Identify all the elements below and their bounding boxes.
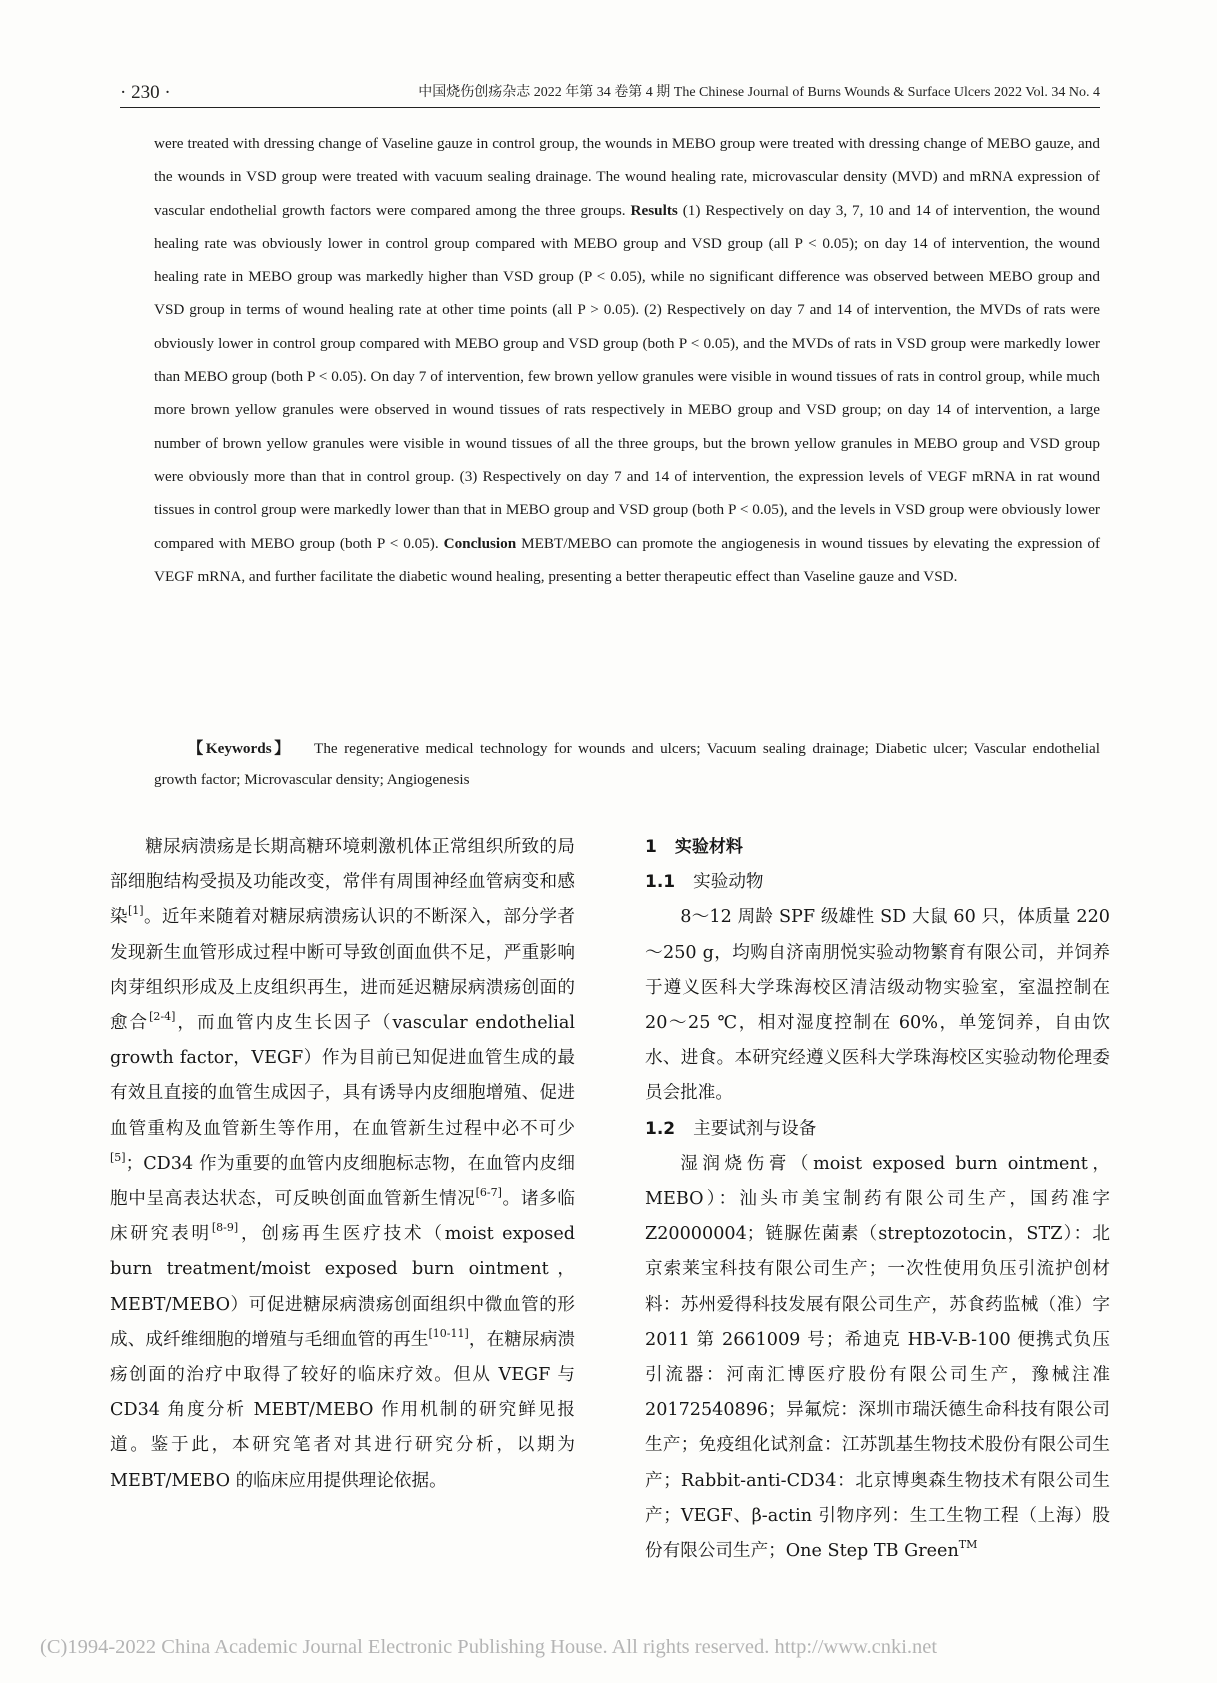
running-header xyxy=(120,82,1100,104)
citation: [8-9] xyxy=(211,1221,239,1235)
intro-text: ，在糖尿病溃疡创面的治疗中取得了较好的临床疗效。但从 VEGF 与 CD34 角度分析 MEBT/MEBO 作用机制的研究鲜见报道。鉴于此，本研究笔者对其进行研究分析，以期为 MEBT/MEBO 的临床应用提供理论依据。 xyxy=(110,1329,575,1491)
citation: [1] xyxy=(127,904,144,918)
copyright-footer: (C)1994-2022 China Academic Journal Electronic Publishing House. All rights reserved. http://www.cnki.net xyxy=(40,1636,938,1658)
intro-text: 糖尿病溃疡是长期高糖环境刺激机体正常组织所致的局部细胞结构受损及功能改变，常伴有周围神经血管病变和感染 xyxy=(110,837,575,928)
introduction-paragraph xyxy=(110,830,575,1499)
abstract-paragraph xyxy=(154,127,1100,593)
intro-text: ；CD34 作为重要的血管内皮细胞标志物，在血管内皮细胞中呈高表达状态，可反映创面血管新生情况 xyxy=(110,1153,575,1210)
subsection-number: 1.1 xyxy=(645,872,676,893)
section-heading xyxy=(645,830,1110,865)
subsection-title: 主要试剂与设备 xyxy=(693,1118,817,1139)
abstract-results-text: (1) Respectively on day 3, 7, 10 and 14 of intervention, the wound healing rate was obviously lower in control group compared with MEBO group and VSD group (all P < 0.05); on day 14 of intervention, the wound healing rate in MEBO group was markedly higher than VSD group (P < 0.05), while no significant difference was observed between MEBO group and VSD group in terms of wound healing rate at other time points (all P > 0.05). (2) Respectively on day 7 and 14 of intervention, the MVDs of rats were obviously lower in control group compared with MEBO group and VSD group (both P < 0.05), and the MVDs of rats in VSD group were markedly lower than MEBO group (both P < 0.05). On day 7 of intervention, few brown yellow granules were visible in wound tissues of rats in control group, while much more brown yellow granules were observed in wound tissues of rats respectively in MEBO group and VSD group; on day 14 of intervention, a large number of brown yellow granules were visible in wound tissues of all the three groups, but the brown yellow granules in MEBO group and VSD group were obviously more than that in control group. (3) Respectively on day 7 and 14 of intervention, the expression levels of VEGF mRNA in rat wound tissues in control group were markedly lower than that in MEBO group and VSD group (both P < 0.05), and the levels in VSD group were obviously lower compared with MEBO group (both P < 0.05). xyxy=(154,201,1101,552)
animals-paragraph: 8～12 周龄 SPF 级雄性 SD 大鼠 60 只，体质量 220～250 g，均购自济南朋悦实验动物繁育有限公司，并饲养于遵义医科大学珠海校区清洁级动物实验室，室温控制在 20～25 ℃，相对湿度控制在 60%，单笼饲养，自由饮水、进食。本研究经遵义医科大学珠海校区实验动物伦理委员会批准。 xyxy=(645,907,1110,1104)
left-column xyxy=(110,830,575,1499)
keywords-block xyxy=(154,733,1100,795)
citation: [5] xyxy=(110,1150,126,1164)
results-label: Results xyxy=(630,201,678,219)
subsection-heading xyxy=(645,1112,1110,1147)
section-title: 实验材料 xyxy=(674,837,743,857)
right-column xyxy=(645,830,1110,1569)
citation: [6-7] xyxy=(475,1186,502,1200)
conclusion-label: Conclusion xyxy=(443,534,517,552)
abstract-methods-text: were treated with dressing change of Vaseline gauze in control group, the wounds in MEBO group were treated with dressing change of MEBO gauze, and the wounds in VSD group were treated with vacuum sealing drainage. The wound healing rate, microvascular density (MVD) and mRNA expression of vascular endothelial growth factors were compared among the three groups. xyxy=(154,135,1100,219)
reagents-text: 湿润烧伤膏（moist exposed burn ointment，MEBO）：汕头市美宝制药有限公司生产，国药准字 Z20000004；链脲佐菌素（streptozotocin，STZ）：北京索莱宝科技有限公司生产；一次性使用负压引流护创材料：苏州爱得科技发展有限公司生产，苏食药监械（准）字 2011 第 2661009 号；希迪克 HB-V-B-100 便携式负压引流器：河南汇博医疗股份有限公司生产，豫械注准 20172540896；异氟烷：深圳市瑞沃德生命科技有限公司生产；免疫组化试剂盒：江苏凯基生物技术股份有限公司生产；Rabbit-anti-CD34：北京博奥森生物技术有限公司生产；VEGF、β-actin 引物序列：生工生物工程（上海）股份有限公司生产；One Step TB Green xyxy=(645,1153,1110,1562)
english-abstract xyxy=(154,127,1100,593)
citation: [10-11] xyxy=(428,1326,469,1340)
intro-text: 。诸多临床研究表明 xyxy=(110,1189,575,1245)
subsection-number: 1.2 xyxy=(645,1118,676,1139)
intro-text: ，创疡再生医疗技术（moist exposed burn treatment/moist exposed burn ointment，MEBT/MEBO）可促进糖尿病溃疡创面组织中微血管的形成、成纤维细胞的增殖与毛细血管的再生 xyxy=(110,1224,575,1350)
page-number: · 230 · xyxy=(120,82,171,103)
intro-text: 。近年来随着对糖尿病溃疡认识的不断深入，部分学者发现新生血管形成过程中断可导致创面血供不足，严重影响肉芽组织形成及上皮组织再生，进而延迟糖尿病溃疡创面的愈合 xyxy=(110,907,575,1034)
trademark-mark: TM xyxy=(958,1538,978,1552)
subsection-title: 实验动物 xyxy=(693,872,764,893)
abstract-conclusion-text: MEBT/MEBO can promote the angiogenesis in wound tissues by elevating the expression of VEGF mRNA, and further facilitate the diabetic wound healing, presenting a better therapeutic effect than Vaseline gauze and VSD. xyxy=(154,534,1100,585)
subsection-heading xyxy=(645,865,1110,900)
header-rule xyxy=(120,107,1100,108)
keywords-label: 【Keywords】 xyxy=(188,740,293,757)
reagents-paragraph xyxy=(645,1147,1110,1569)
citation: [2-4] xyxy=(149,1010,176,1024)
keywords-text: The regenerative medical technology for wounds and ulcers; Vacuum sealing drainage; Diabetic ulcer; Vascular endothelial growth factor; Microvascular density; Angiogenesis xyxy=(154,740,1100,788)
section-number: 1 xyxy=(645,837,657,857)
journal-title: 中国烧伤创疡杂志 2022 年第 34 卷第 4 期 The Chinese Journal of Burns Wounds & Surface Ulcers 2022 Vol. 34 No. 4 xyxy=(418,85,1100,100)
intro-text: ，而血管内皮生长因子（vascular endothelial growth factor，VEGF）作为目前已知促进血管生成的最有效且直接的血管生成因子，具有诱导内皮细胞增殖、促进血管重构及血管新生等作用，在血管新生过程中必不可少 xyxy=(110,1013,575,1139)
